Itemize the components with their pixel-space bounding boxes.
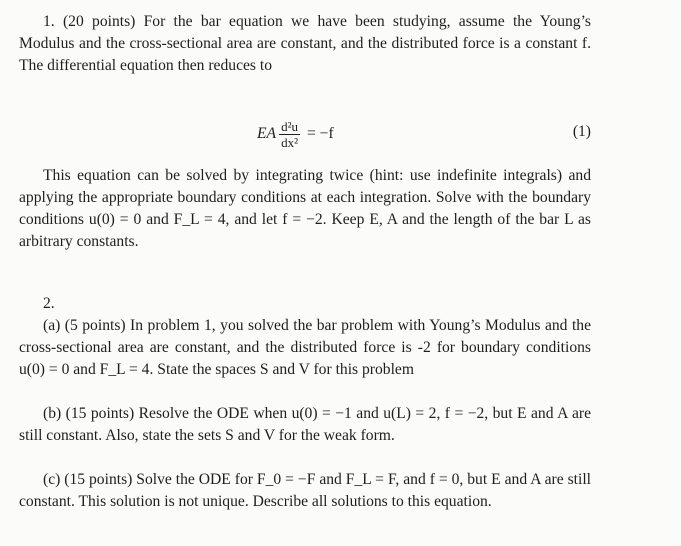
fraction-numerator: d²u bbox=[281, 118, 298, 134]
problem-1-body: This equation can be solved by integrating twice (hint: use indefinite integrals) and applying the appropriate boundary conditions at each integration. Solve with the boundary conditions u(0) = 0 and F_L = 4, and let f = −2. Keep E, A and the length of the bar L as arbitrary constants. bbox=[19, 167, 591, 250]
problem-1-intro: 1. (20 points) For the bar equation we have been studying, assume the Young’s Modulus and the cross-sectional area are constant, and the distributed force is a constant f. The differential equation then reduces to bbox=[19, 13, 591, 74]
problem-2-part-a: (a) (5 points) In problem 1, you solved the bar problem with Young’s Modulus and the cross-sectional area are constant, and the distributed force is -2 for boundary conditions u(0) = 0 and F_L = 4. State the spaces S and V for this problem bbox=[19, 317, 591, 378]
equation-1 bbox=[19, 114, 591, 154]
equation-rhs: = −f bbox=[306, 125, 334, 142]
problem-2-heading: 2. bbox=[43, 295, 55, 312]
problem-2-part-c: (c) (15 points) Solve the ODE for F_0 = −F and F_L = F, and f = 0, but E and A are still constant. This solution is not unique. Describe all solutions to this equation. bbox=[19, 471, 591, 510]
equation-lhs: EA bbox=[257, 125, 277, 142]
equation-fraction bbox=[279, 119, 300, 150]
fraction-denominator: dx² bbox=[281, 134, 298, 150]
equation-body bbox=[257, 114, 334, 154]
problem-2-part-b: (b) (15 points) Resolve the ODE when u(0) = −1 and u(L) = 2, f = −2, but E and A are still constant. Also, state the sets S and V for the weak form. bbox=[19, 405, 591, 444]
equation-number: (1) bbox=[572, 123, 591, 140]
